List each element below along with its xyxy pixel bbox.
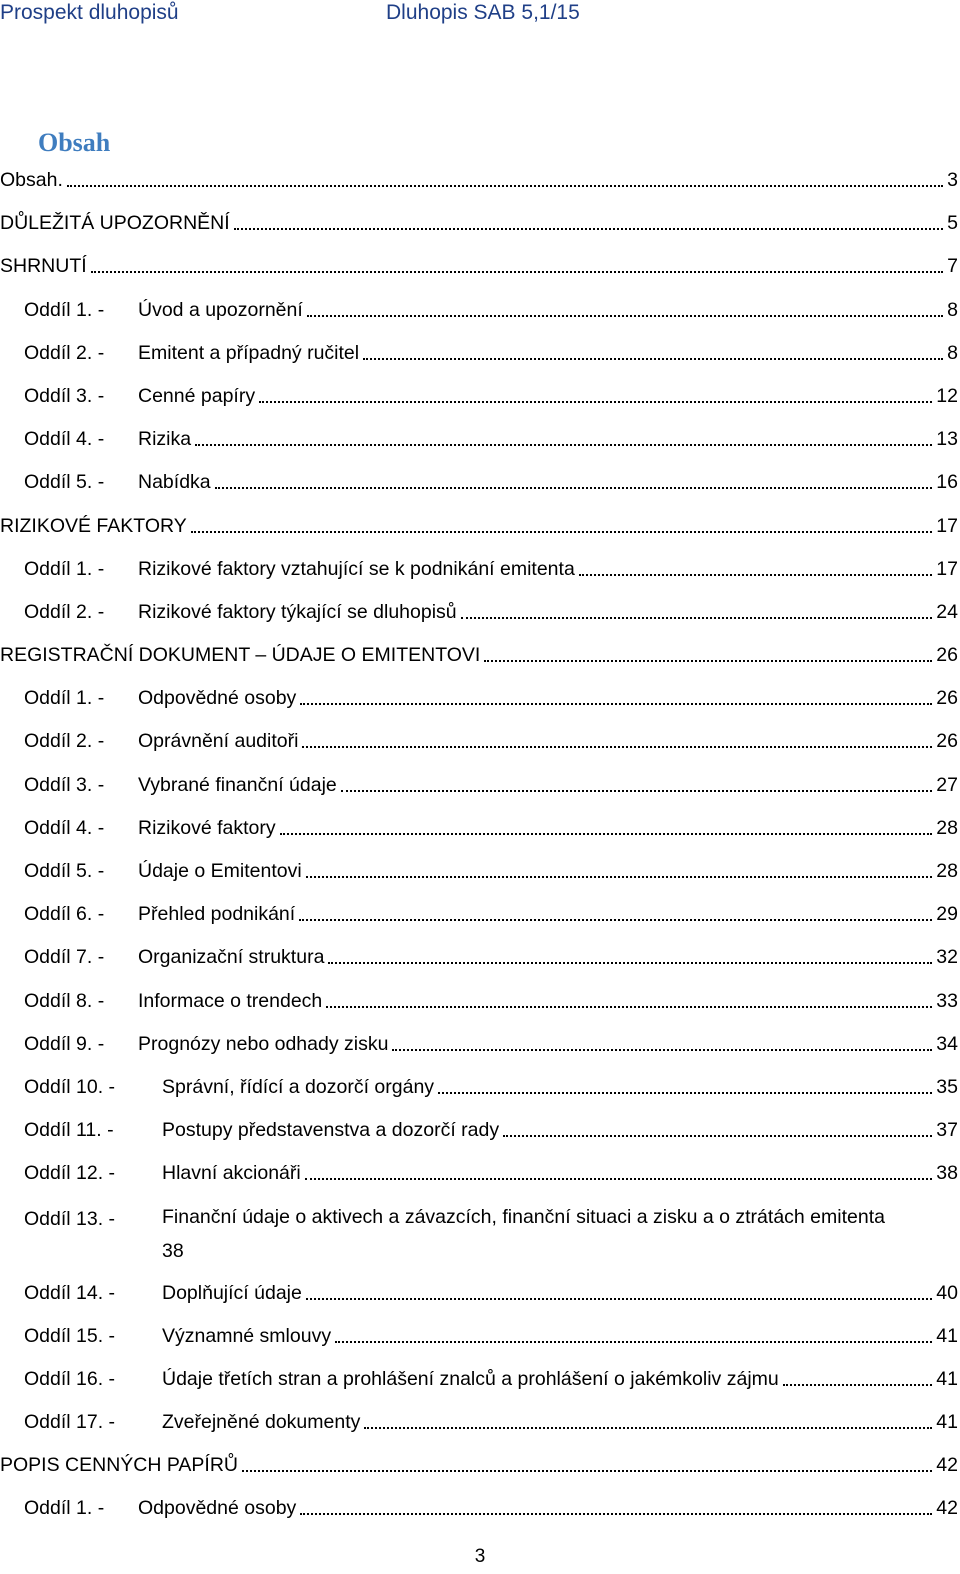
- toc-entry[interactable]: [0, 1197, 958, 1273]
- toc-page-number: 28: [936, 816, 958, 839]
- toc-entry-title: Úvod a upozornění: [138, 298, 303, 321]
- dot-leader: [328, 962, 932, 964]
- toc-section-number: Oddíl 3. -: [24, 773, 105, 796]
- toc-entry[interactable]: [0, 765, 958, 808]
- toc-entry-title: Přehled podnikání: [138, 903, 296, 926]
- toc-section-number: Oddíl 13. -: [24, 1207, 116, 1230]
- bond-name: Dluhopis SAB 5,1/15: [386, 1, 580, 24]
- dot-leader: [242, 1470, 932, 1472]
- toc-page-number: 16: [936, 471, 958, 494]
- toc-entry-title: Zveřejněné dokumenty: [162, 1411, 361, 1434]
- toc-entry-title: RIZIKOVÉ FAKTORY: [0, 514, 187, 537]
- dot-leader: [392, 1049, 932, 1051]
- dot-leader: [300, 703, 932, 705]
- toc-section-number: Oddíl 12. -: [24, 1162, 116, 1185]
- toc-entry[interactable]: [0, 419, 958, 462]
- toc-entry[interactable]: [0, 1024, 958, 1067]
- toc-section-number: Oddíl 7. -: [24, 946, 105, 969]
- toc-page-number: 8: [947, 341, 958, 364]
- toc-page-number: 5: [947, 212, 958, 235]
- dot-leader: [215, 487, 933, 489]
- dot-leader: [335, 1341, 932, 1343]
- dot-leader: [341, 790, 933, 792]
- toc-entry[interactable]: [0, 246, 958, 289]
- toc-entry-title: Správní, řídící a dozorčí orgány: [162, 1075, 435, 1098]
- toc-entry[interactable]: [0, 506, 958, 549]
- toc-entry-title: Finanční údaje o aktivech a závazcích, finanční situaci a zisku a o ztrátách emitenta: [162, 1205, 885, 1228]
- toc-page-number: 42: [936, 1454, 958, 1477]
- toc-entry[interactable]: [0, 1067, 958, 1110]
- dot-leader: [280, 833, 933, 835]
- toc-entry-title: Hlavní akcionáři: [162, 1162, 301, 1185]
- document-title: Prospekt dluhopisů: [0, 1, 179, 24]
- dot-leader: [438, 1092, 932, 1094]
- toc-section-number: Oddíl 2. -: [24, 730, 105, 753]
- toc-entry[interactable]: [0, 592, 958, 635]
- dot-leader: [91, 271, 943, 273]
- toc-section-number: Oddíl 15. -: [24, 1324, 116, 1347]
- toc-page-number: 41: [936, 1367, 958, 1390]
- toc-entry-title: Rizikové faktory: [138, 816, 276, 839]
- toc-entry[interactable]: [0, 894, 958, 937]
- toc-entry-title: Prognózy nebo odhady zisku: [138, 1032, 389, 1055]
- toc-entry-title: POPIS CENNÝCH PAPÍRŮ: [0, 1454, 239, 1477]
- toc-section-number: Oddíl 6. -: [24, 903, 105, 926]
- dot-leader: [299, 919, 932, 921]
- toc-section-number: Oddíl 2. -: [24, 341, 105, 364]
- toc-page-number: 27: [936, 773, 958, 796]
- toc-entry-title: Rizikové faktory týkající se dluhopisů: [138, 600, 457, 623]
- dot-leader: [306, 876, 933, 878]
- toc-section-number: Oddíl 11. -: [24, 1119, 114, 1142]
- dot-leader: [484, 660, 932, 662]
- toc-entry[interactable]: [0, 1488, 958, 1531]
- toc-section-number: Oddíl 2. -: [24, 600, 105, 623]
- dot-leader: [461, 617, 933, 619]
- toc-entry-title: Odpovědné osoby: [138, 1497, 297, 1520]
- toc-page-number: 26: [936, 730, 958, 753]
- toc-entry[interactable]: [0, 462, 958, 505]
- dot-leader: [305, 1178, 933, 1180]
- toc-section-number: Oddíl 8. -: [24, 989, 105, 1012]
- toc-entry[interactable]: [0, 678, 958, 721]
- toc-entry[interactable]: [0, 1153, 958, 1196]
- toc-entry[interactable]: [0, 376, 958, 419]
- toc-page-number: 32: [936, 946, 958, 969]
- toc-section-number: Oddíl 5. -: [24, 471, 105, 494]
- toc-entry[interactable]: [0, 203, 958, 246]
- toc-page-number: 37: [936, 1119, 958, 1142]
- toc-page-number: 38: [162, 1239, 184, 1262]
- toc-entry[interactable]: [0, 981, 958, 1024]
- toc-entry-title: Rizika: [138, 428, 192, 451]
- toc-section-number: Oddíl 14. -: [24, 1281, 116, 1304]
- toc-entry[interactable]: [0, 937, 958, 980]
- toc-entry-title: Doplňující údaje: [162, 1281, 302, 1304]
- toc-section-number: Oddíl 1. -: [24, 1497, 105, 1520]
- page-header: [0, 0, 960, 30]
- toc-entry[interactable]: [0, 333, 958, 376]
- table-of-contents: [0, 160, 958, 1532]
- dot-leader: [191, 531, 933, 533]
- toc-page-number: 40: [936, 1281, 958, 1304]
- toc-section-number: Oddíl 4. -: [24, 816, 105, 839]
- toc-section-number: Oddíl 9. -: [24, 1032, 105, 1055]
- toc-page-number: 17: [936, 514, 958, 537]
- toc-entry[interactable]: [0, 1316, 958, 1359]
- toc-page-number: 42: [936, 1497, 958, 1520]
- toc-entry[interactable]: [0, 808, 958, 851]
- dot-leader: [195, 444, 932, 446]
- toc-entry-title: Rizikové faktory vztahující se k podnikání emitenta: [138, 557, 575, 580]
- toc-entry[interactable]: [0, 1359, 958, 1402]
- toc-section-number: Oddíl 1. -: [24, 298, 105, 321]
- toc-entry[interactable]: [0, 1402, 958, 1445]
- toc-entry-title: Významné smlouvy: [162, 1324, 332, 1347]
- toc-heading: Obsah: [38, 128, 111, 157]
- toc-section-number: Oddíl 17. -: [24, 1411, 116, 1434]
- dot-leader: [234, 228, 943, 230]
- dot-leader: [783, 1384, 933, 1386]
- dot-leader: [579, 574, 933, 576]
- toc-section-number: Oddíl 1. -: [24, 557, 105, 580]
- toc-page-number: 35: [936, 1075, 958, 1098]
- toc-entry-title: REGISTRAČNÍ DOKUMENT – ÚDAJE O EMITENTOVI: [0, 644, 481, 667]
- toc-entry-title: SHRNUTÍ: [0, 255, 87, 278]
- toc-section-number: Oddíl 1. -: [24, 687, 105, 710]
- toc-entry[interactable]: [0, 549, 958, 592]
- dot-leader: [326, 1006, 932, 1008]
- toc-entry-title: Odpovědné osoby: [138, 687, 297, 710]
- toc-page-number: 24: [936, 600, 958, 623]
- toc-entry-title: Nabídka: [138, 471, 211, 494]
- toc-entry-title: Údaje třetích stran a prohlášení znalců a prohlášení o jakémkoliv zájmu: [162, 1367, 779, 1390]
- toc-entry-title: DŮLEŽITÁ UPOZORNĚNÍ: [0, 212, 230, 235]
- toc-entry[interactable]: [0, 1273, 958, 1316]
- toc-entry[interactable]: [0, 851, 958, 894]
- toc-entry-title: Organizační struktura: [138, 946, 325, 969]
- dot-leader: [363, 358, 943, 360]
- toc-page-number: 3: [947, 169, 958, 191]
- toc-page-number: 12: [936, 384, 958, 407]
- dot-leader: [307, 315, 943, 317]
- toc-page-number: 8: [947, 298, 958, 321]
- toc-page-number: 17: [936, 557, 958, 580]
- toc-page-number: 26: [936, 687, 958, 710]
- toc-entry[interactable]: [0, 1445, 958, 1488]
- toc-entry[interactable]: [0, 635, 958, 678]
- toc-page-number: 13: [936, 428, 958, 451]
- toc-entry[interactable]: [0, 290, 958, 333]
- toc-section-number: Oddíl 5. -: [24, 860, 105, 882]
- dot-leader: [364, 1427, 932, 1429]
- toc-entry[interactable]: [0, 1110, 958, 1153]
- toc-entry-title: Informace o trendech: [138, 989, 323, 1012]
- toc-page-number: 34: [936, 1032, 958, 1055]
- toc-section-number: Oddíl 10. -: [24, 1075, 116, 1098]
- toc-entry-title: Postupy představenstva a dozorčí rady: [162, 1119, 500, 1142]
- dot-leader: [259, 401, 932, 403]
- toc-entry-title: Oprávnění auditoři: [138, 730, 299, 753]
- toc-page-number: 28: [936, 860, 958, 882]
- toc-page-number: 38: [936, 1162, 958, 1185]
- dot-leader: [300, 1513, 932, 1515]
- toc-page-number: 26: [936, 644, 958, 667]
- toc-entry-title: Údaje o Emitentovi: [138, 860, 302, 882]
- dot-leader: [67, 185, 943, 187]
- dot-leader: [306, 1298, 932, 1300]
- toc-section-number: Oddíl 3. -: [24, 384, 105, 407]
- toc-entry[interactable]: [0, 721, 958, 764]
- dot-leader: [503, 1135, 932, 1137]
- toc-page-number: 7: [947, 255, 958, 278]
- toc-section-number: Oddíl 16. -: [24, 1367, 116, 1390]
- toc-page-number: 29: [936, 903, 958, 926]
- page-number: 3: [474, 1546, 486, 1567]
- toc-entry[interactable]: [0, 160, 958, 203]
- toc-entry-title: Obsah.: [0, 169, 63, 191]
- toc-entry-title: Cenné papíry: [138, 384, 256, 407]
- toc-page-number: 41: [936, 1411, 958, 1434]
- toc-entry-title: Vybrané finanční údaje: [138, 773, 337, 796]
- toc-page-number: 41: [936, 1324, 958, 1347]
- toc-entry-title: Emitent a případný ručitel: [138, 341, 360, 364]
- dot-leader: [302, 746, 932, 748]
- toc-page-number: 33: [936, 989, 958, 1012]
- toc-section-number: Oddíl 4. -: [24, 428, 105, 451]
